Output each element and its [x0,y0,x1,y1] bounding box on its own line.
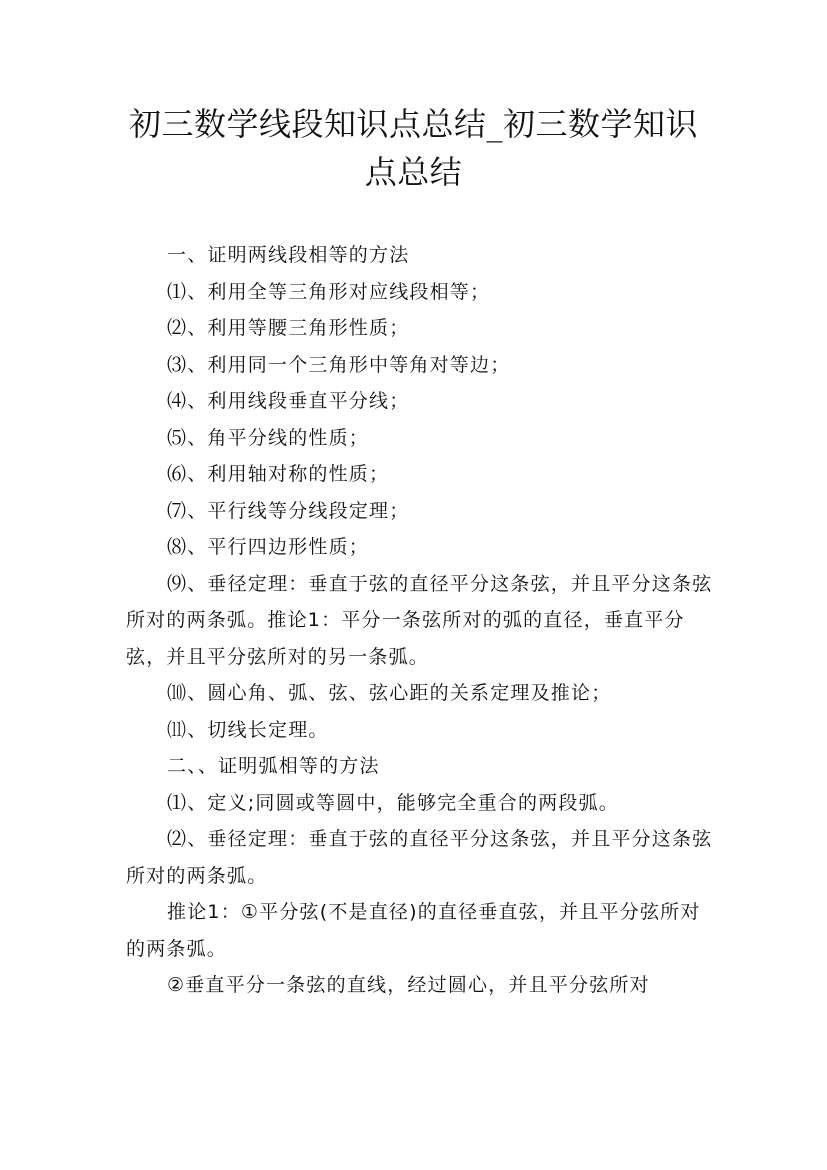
paragraph: ⑻、平行四边形性质； [167,536,370,558]
paragraph: ⑶、利用同一个三角形中等角对等边； [167,353,511,376]
paragraph: ⑵、利用等腰三角形性质； [167,317,410,339]
document-title: 初三数学线段知识点总结_初三数学知识点总结 [128,105,698,191]
paragraph: ⑹、利用轴对称的性质； [167,463,390,485]
paragraph: ⑴、利用全等三角形对应线段相等； [167,280,491,303]
paragraph: ⑾、切线长定理。 [167,718,329,741]
document-body [126,237,716,1004]
paragraph: ⑽、圆心角、弧、弦、弦心距的关系定理及推论； [167,682,612,704]
paragraph: ⑼、垂径定理：垂直于弦的直径平分这条弦，并且平分这条弦所对的两条弧。推论1：平分一条弦所对的弧的直径，垂直平分弦，并且平分弦所对的另一条弧。 [126,572,713,668]
paragraph: ②垂直平分一条弦的直线，经过圆心，并且平分弦所对 [167,974,650,996]
paragraph: ⑴、定义;同圆或等圆中，能够完全重合的两段弧。 [167,791,620,814]
section-heading: 一、证明两线段相等的方法 [167,244,410,266]
paragraph: ⑷、利用线段垂直平分线； [167,390,410,412]
paragraph: ⑸、角平分线的性质； [167,426,370,449]
paragraph: ⑺、平行线等分线段定理； [167,499,410,522]
paragraph: ⑵、垂径定理：垂直于弦的直径平分这条弦，并且平分这条弦所对的两条弧。 [126,828,713,887]
section-heading: 二、、证明弧相等的方法 [167,755,380,777]
paragraph: 推论1：①平分弦(不是直径)的直径垂直弦，并且平分弦所对的两条弧。 [126,901,701,960]
